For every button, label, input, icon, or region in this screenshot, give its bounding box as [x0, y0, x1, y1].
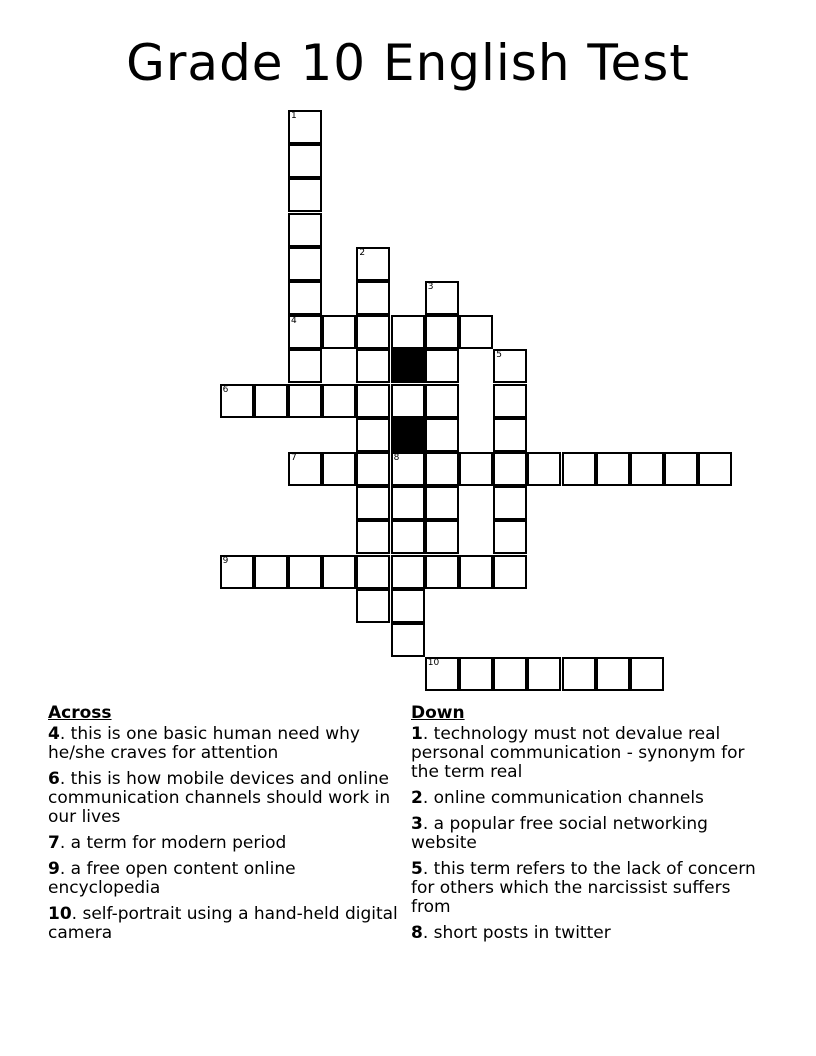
grid-cell[interactable] [288, 555, 322, 589]
grid-cell[interactable] [220, 555, 254, 589]
grid-cell[interactable] [459, 452, 493, 486]
clue-across-10: 10. self-portrait using a hand-held digital camera [48, 904, 398, 943]
grid-cell[interactable] [288, 178, 322, 212]
grid-cell[interactable] [356, 315, 390, 349]
grid-cell[interactable] [698, 452, 732, 486]
grid-cell[interactable] [254, 555, 288, 589]
grid-cell[interactable] [288, 349, 322, 383]
clue-number: 9 [222, 555, 229, 566]
grid-cell[interactable] [630, 657, 664, 691]
grid-cell[interactable] [425, 418, 459, 452]
grid-cell[interactable] [288, 452, 322, 486]
grid-cell[interactable] [459, 555, 493, 589]
grid-cell[interactable] [322, 384, 356, 418]
grid-cell[interactable] [493, 657, 527, 691]
clue-number: 1 [291, 111, 297, 121]
grid-cell[interactable] [527, 657, 561, 691]
grid-cell[interactable] [391, 555, 425, 589]
page-title: Grade 10 English Test [126, 34, 690, 92]
grid-cell[interactable] [493, 486, 527, 520]
grid-cell[interactable] [493, 520, 527, 554]
grid-cell[interactable] [322, 452, 356, 486]
grid-cell[interactable] [356, 520, 390, 554]
grid-cell[interactable] [356, 281, 390, 315]
grid-cell[interactable] [391, 486, 425, 520]
grid-cell[interactable] [356, 589, 390, 623]
clue-number: 5 [496, 350, 502, 361]
clue-down-8: 8. short posts in twitter [411, 923, 611, 943]
grid-cell[interactable] [562, 657, 596, 691]
grid-cell[interactable] [596, 657, 630, 691]
grid-cell[interactable] [425, 281, 459, 315]
grid-cell[interactable] [493, 418, 527, 452]
grid-cell[interactable] [356, 349, 390, 383]
grid-cell[interactable] [664, 452, 698, 486]
grid-cell[interactable] [425, 657, 459, 691]
grid-cell[interactable] [527, 452, 561, 486]
grid-cell[interactable] [425, 349, 459, 383]
clue-number: 4 [291, 316, 297, 327]
grid-cell[interactable] [288, 213, 322, 247]
clue-number: 3 [427, 282, 434, 292]
clue-number: 7 [291, 453, 297, 463]
grid-cell[interactable] [288, 110, 322, 144]
clue-across-6: 6. this is how mobile devices and online communication channels should work in our lives [48, 769, 391, 827]
grid-cell[interactable] [288, 144, 322, 178]
clue-across-7: 7. a term for modern period [48, 833, 287, 853]
grid-cell[interactable] [562, 452, 596, 486]
down-clues [411, 704, 771, 950]
across-clues [48, 704, 398, 950]
grid-cell[interactable] [322, 315, 356, 349]
grid-cell[interactable] [425, 315, 459, 349]
clue-across-4: 4. this is one basic human need why he/she craves for attention [48, 724, 360, 763]
clue-down-5: 5. this term refers to the lack of concern for others which the narcissist suffers from [411, 859, 756, 917]
grid-cell[interactable] [220, 384, 254, 418]
grid-cell[interactable] [254, 384, 288, 418]
grid-cell[interactable] [356, 452, 390, 486]
clue-number: 8 [393, 453, 400, 463]
grid-cell[interactable] [391, 623, 425, 657]
clue-down-3: 3. a popular free social networking website [411, 814, 708, 853]
grid-cell[interactable] [630, 452, 664, 486]
grid-cell[interactable] [425, 452, 459, 486]
grid-cell[interactable] [459, 657, 493, 691]
grid-cell[interactable] [391, 520, 425, 554]
grid-cell[interactable] [493, 452, 527, 486]
grid-cell[interactable] [493, 384, 527, 418]
clue-number: 10 [427, 658, 440, 669]
grid-cell[interactable] [322, 555, 356, 589]
grid-cell[interactable] [288, 315, 322, 349]
grid-cell[interactable] [288, 247, 322, 281]
grid-cell[interactable] [425, 384, 459, 418]
black-cell [391, 349, 425, 383]
grid-cell[interactable] [356, 555, 390, 589]
clue-across-9: 9. a free open content online encyclopedia [48, 859, 296, 898]
grid-cell[interactable] [425, 486, 459, 520]
grid-cell[interactable] [493, 555, 527, 589]
grid-cell[interactable] [391, 452, 425, 486]
grid-cell[interactable] [459, 315, 493, 349]
grid-cell[interactable] [356, 384, 390, 418]
grid-cell[interactable] [391, 384, 425, 418]
grid-cell[interactable] [356, 486, 390, 520]
grid-cell[interactable] [288, 384, 322, 418]
grid-cell[interactable] [356, 418, 390, 452]
clue-down-1: 1. technology must not devalue real personal communication - synonym for the term real [411, 724, 745, 782]
grid-cell[interactable] [425, 520, 459, 554]
across-heading: Across [48, 703, 112, 723]
black-cell [391, 418, 425, 452]
clue-down-2: 2. online communication channels [411, 788, 704, 808]
grid-cell[interactable] [356, 247, 390, 281]
grid-cell[interactable] [391, 315, 425, 349]
grid-cell[interactable] [391, 589, 425, 623]
grid-cell[interactable] [596, 452, 630, 486]
grid-cell[interactable] [288, 281, 322, 315]
grid-cell[interactable] [493, 349, 527, 383]
down-heading: Down [411, 703, 465, 723]
clue-number: 2 [359, 247, 366, 258]
clue-number: 6 [222, 384, 229, 395]
grid-cell[interactable] [425, 555, 459, 589]
